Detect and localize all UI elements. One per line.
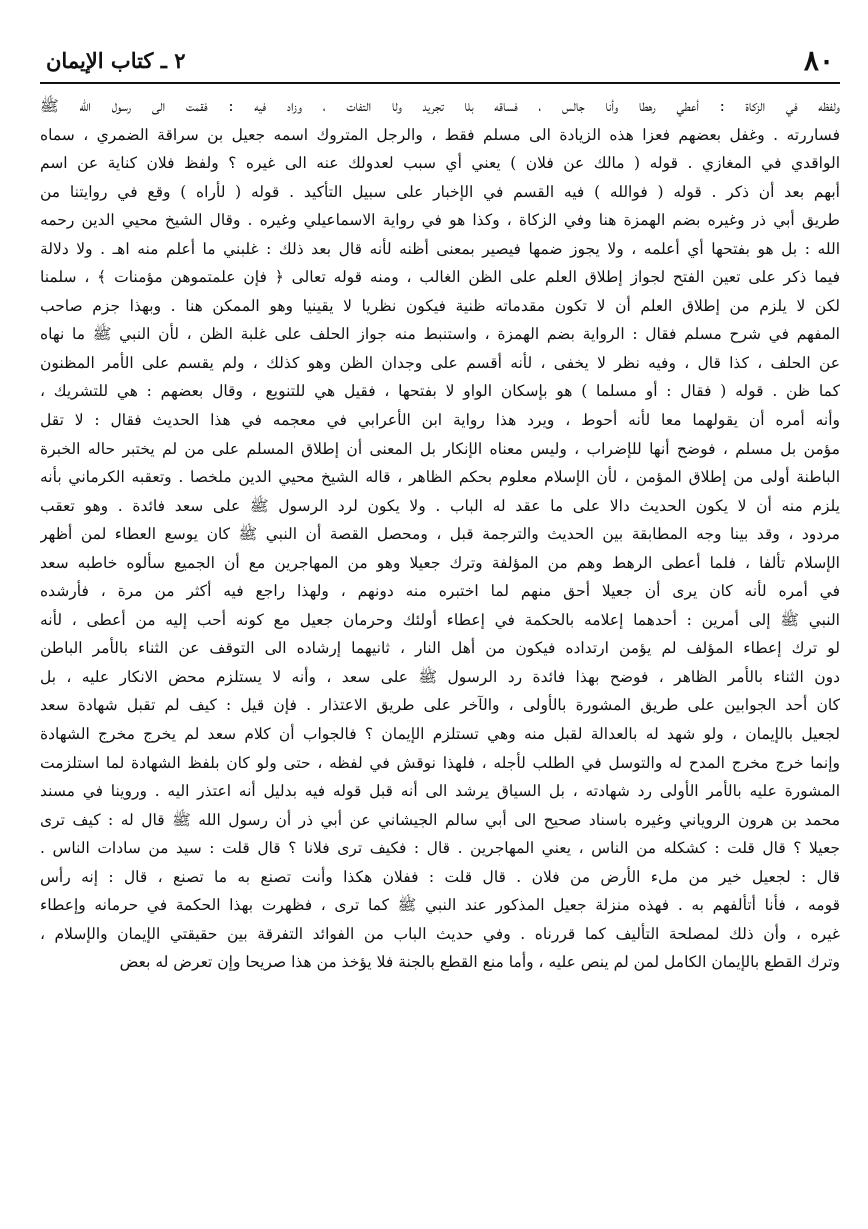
text-line: وإنما خرج مخرج المدح له والتوسل في الطلب لأجله ، فلهذا نوقش في لفظه ، حتى ولو كان بلفظ الشهادة لما استلزمت <box>40 753 840 772</box>
text-line: غيره ، وأن ذلك لمصلحة التأليف كما قررناه . وفي حديث الباب من الفوائد التفرقة بين حقيقتي الإيمان والإسلام ، <box>40 924 840 943</box>
text-line: الله : بل هو بفتحها أي أعلمه ، ولا يجوز ضمها فيصير بمعنى أظنه لأنه قال بعد ذلك : غلبني ما أعلم منه اهـ . ولا دلالة <box>40 239 840 258</box>
text-line: طريق أبي ذر وغيره بضم الهمزة هنا وفي الزكاة ، وكذا هو في رواية الاسماعيلي وغيره . وقال الشيخ محيي الدين رحمه <box>40 211 840 230</box>
text-line: الباطنة أولى من إطلاق المؤمن ، لأن الإسلام معلوم بحكم الظاهر ، قاله الشيخ محيي الدين ملخصا . وتعقبه الكرماني بأنه <box>40 468 840 487</box>
text-line: كما ظن . قوله ( فقال : أو مسلما ) هو بإسكان الواو لا بفتحها ، فقيل هي للتنويع ، وقال بعضهم : هي للتشريك ، <box>40 382 840 401</box>
text-line: مؤمن بل مسلم ، فوضح أنها للإضراب ، وليس معناه الإنكار بل المعنى أن إطلاق المسلم على من لم يختبر حاله الخبرة <box>40 439 840 458</box>
text-line: لكن لا يلزم من إطلاق العلم أن لا تكون مقدماته ظنية فيكون نظريا لا يقينيا وهو الممكن هنا . وبهذا جزم صاحب <box>40 296 840 315</box>
book-title: ٢ ـ كتاب الإيمان <box>46 48 186 73</box>
text-line: جعيلا ؟ قال قلت : كشكله من الناس ، يعني المهاجرين . قال : فكيف ترى فلانا ؟ قال قلت : سيد من سادات الناس . <box>40 839 840 858</box>
text-line: لجعيل بالإيمان ، ولو شهد له بالعدالة لقبل منه وهي تستلزم الإيمان ؟ فالجواب أن كلام سعد لم يخرج مخرج الشهادة <box>40 725 840 744</box>
text-line: الإسلام تألفا ، فلما أعطى الرهط وهم من المؤلفة وترك جعيلا وهو من المهاجرين مع أن الجميع سألوه خاطبه سعد <box>40 553 840 572</box>
text-line: في أمره لأنه كان يرى أن جعيلا أحق منهم لما اختبره منه دونهم ، ولهذا راجع فيه أكثر من مرة ، فأرشده <box>40 582 840 601</box>
text-line: وترك القطع بالإيمان الكامل لمن لم ينص عليه ، وأما منع القطع بالجنة فلا يؤخذ من هذا صريحا وإن تعرض له بعض <box>119 953 840 972</box>
text-line: فساررته . وغفل بعضهم فعزا هذه الزيادة الى مسلم فقط ، والرجل المتروك اسمه جعيل بن سراقة الضمري ، سماه <box>40 125 840 144</box>
text-line: لو ترك إعطاء المؤلف لم يؤمن ارتداده فيكون من أهل النار ، ثانيهما إرشاده الى التوقف عن الثناء بالأمر الباطن <box>40 639 840 658</box>
running-header <box>40 40 840 84</box>
text-line: محمد بن هرون الروياني وغيره باسناد صحيح الى أبي سالم الجيشاني عن أبي ذر أن رسول الله ﷺ قال له : كيف ترى <box>40 810 840 829</box>
page-number: ٨٠ <box>803 44 834 77</box>
text-line: وأنه أمره أن يقولهما معا لأنه أحوط ، ويرد هذا رواية ابن الأعرابي في معجمه في هذا الحديث فقال : لا تقل <box>40 411 840 430</box>
text-line: أبهم بعد أن ذكر . قوله ( فوالله ) فيه القسم في الإخبار على سبيل التأكيد . قوله ( لأراه ) وقع في روايتنا من <box>40 182 840 201</box>
text-line: المشورة عليه بالأمر الأولى رد شهادته ، بل السياق يرشد الى أنه قبل قوله فيه بدليل أنه اعتذر اليه . وروينا في مسند <box>40 782 840 801</box>
text-line: النبي ﷺ إلى أمرين : أحدهما إعلامه بالحكمة في إعطاء أولئك وحرمان جعيل مع كونه أحب إليه من أعطى ، لأنه <box>40 610 840 629</box>
text-line: دون الثناء بالأمر الظاهر ، فوضح بهذا فائدة رد الرسول ﷺ على سعد ، وأنه لا يستلزم محض الانكار عليه ، بل <box>40 667 840 686</box>
text-line: المفهم في شرح مسلم فقال : الرواية بضم الهمزة ، واستنبط منه جواز الحلف على غلبة الظن ، لأن النبي ﷺ ما نهاه <box>40 325 840 344</box>
text-line: قومه ، فأنا أتألفهم به . فهذه منزلة جعيل المذكور عند النبي ﷺ كما ترى ، فظهرت بهذا الحكمة في حرمانه وإعطاء <box>40 896 840 915</box>
text-line: كان أحد الجوابين على طريق المشورة بالأولى ، والآخر على طريق الاعتذار . فإن قيل : كيف لم تقبل شهادة سعد <box>40 696 840 715</box>
text-line: فيما ذكر على تعين الفتح لجواز إطلاق العلم على الظن الغالب ، ومنه قوله تعالى ﴿ فإن علمتموهن مؤمنات ﴾ ، سلمنا <box>40 268 840 287</box>
commentary-text <box>40 92 840 977</box>
text-line: عن الحلف ، كذا قال ، وفيه نظر لا يخفى ، لأنه أقسم على وجدان الظن وهو كذلك ، ولم يقسم على الأمر المظنون <box>40 353 840 372</box>
book-page <box>40 40 840 1190</box>
text-line: مردود ، وقد بينا وجه المطابقة بين الحديث والترجمة قبل ، ومحصل القصة أن النبي ﷺ كان يوسع العطاء لمن أظهر <box>40 525 840 544</box>
text-line: يلزم منه أن لا يكون الحديث دالا على ما عقد له الباب . ولا يكون لرد الرسول ﷺ على سعد فائدة . وهو تعقب <box>40 496 840 515</box>
text-line: الواقدي في المغازي . قوله ( مالك عن فلان ) يعني أي سبب لعدولك عنه الى غيره ؟ ولفظ فلان كناية عن اسم <box>40 154 840 173</box>
text-line: قال : لجعيل خير من ملء الأرض من فلان . قال قلت : ففلان هكذا وأنت تصنع به ما تصنع ، قال : إنه رأس <box>40 867 840 886</box>
text-line: ولفظه في الزكاة : أعطي رهطا وأنا جالس ، فساقه بلا تجريد ولا التفات ، وزاد فيه : فقمت الى رسول الله ﷺ <box>40 97 840 115</box>
